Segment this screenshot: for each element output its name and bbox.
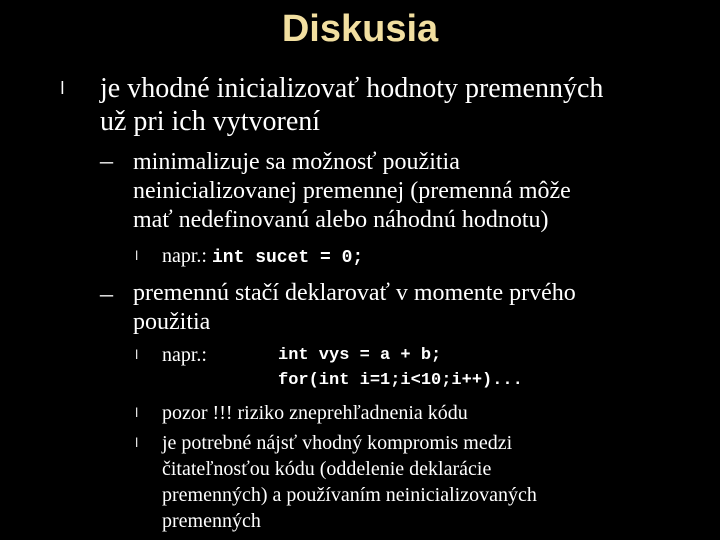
warning-note-line-1: pozor !!! riziko zneprehľadnenia kódu [162, 402, 468, 424]
bullet-icon: l [135, 249, 139, 263]
subpoint-1-line-1: minimalizuje sa možnosť použitia [133, 149, 460, 175]
point-1-line-2: už pri ich vytvorení [100, 106, 321, 137]
bullet-icon: l [60, 79, 65, 99]
example-1 [162, 243, 702, 271]
subpoint-1-line-3: mať nedefinovanú alebo náhodnú hodnotu) [133, 207, 549, 233]
example-2-code-line-2: for(int i=1;i<10;i++)... [278, 371, 523, 390]
compromise-note-line-1: je potrebné nájsť vhodný kompromis medzi [162, 432, 513, 454]
warning-note [162, 400, 702, 426]
bullet-icon: l [135, 406, 139, 420]
dash-icon: – [100, 279, 113, 308]
subpoint-2-line-2: použitia [133, 309, 211, 335]
example-1-label: napr.: [162, 245, 207, 267]
point-1-line-1: je vhodné inicializovať hodnoty premenných [100, 73, 604, 104]
slide-title: Diskusia [281, 8, 439, 50]
example-1-code: int sucet = 0; [212, 248, 364, 268]
example-2-code [278, 343, 708, 393]
subpoint-1 [133, 148, 708, 235]
subpoint-1-line-2: neinicializovanej premennej (premenná môže [133, 178, 571, 204]
compromise-note [162, 430, 707, 534]
compromise-note-line-2: čitateľnosťou kódu (oddelenie deklarácie [162, 458, 492, 480]
example-2-label: napr.: [162, 344, 207, 366]
subpoint-2-line-1: premennú stačí deklarovať v momente prvého [133, 280, 576, 306]
compromise-note-line-4: premenných [162, 510, 261, 532]
subpoint-2 [133, 279, 708, 337]
point-1 [100, 72, 710, 138]
dash-icon: – [100, 146, 113, 175]
bullet-icon: l [135, 348, 139, 362]
example-2-code-line-1: int vys = a + b; [278, 346, 442, 365]
compromise-note-line-3: premenných) a používaním neinicializovaných [162, 484, 537, 506]
bullet-icon: l [135, 436, 139, 450]
